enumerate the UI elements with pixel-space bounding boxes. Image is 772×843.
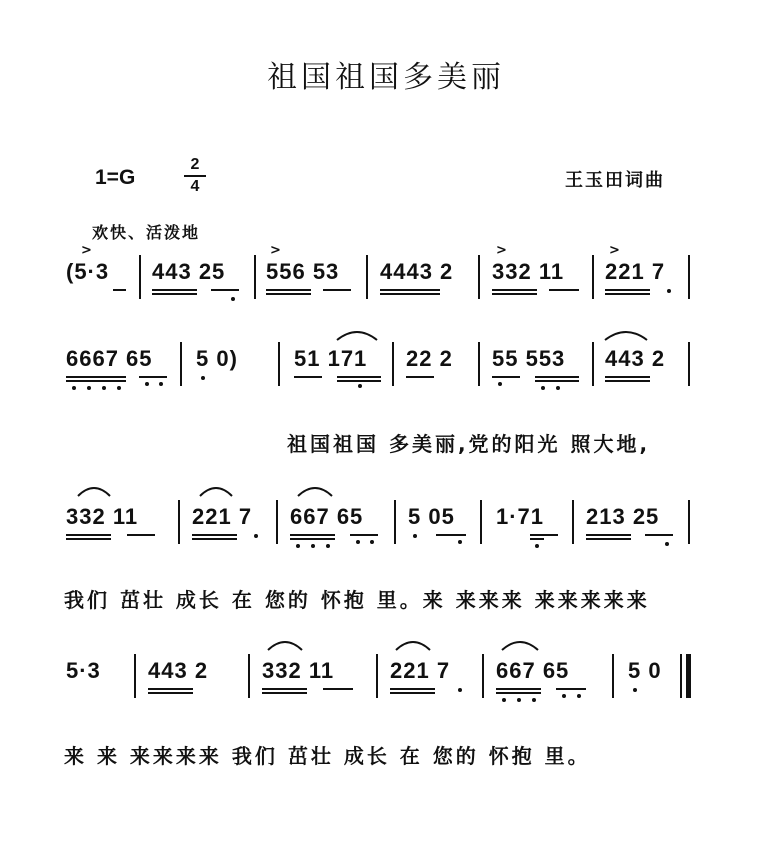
accent-mark: >: [270, 243, 281, 258]
low-octave-dot: [117, 386, 121, 390]
underline: [192, 534, 237, 536]
measure: 443 25: [152, 259, 226, 284]
low-octave-dot: [562, 694, 566, 698]
underline: [492, 289, 537, 291]
barline: [688, 500, 690, 544]
underline: [294, 376, 322, 378]
underline: [605, 289, 650, 291]
low-octave-dot: [326, 544, 330, 548]
low-octave-dot: [535, 544, 539, 548]
measure: 332 11: [66, 504, 139, 529]
lyric-line: 来 来 来来来来 我们 茁壮 成长 在 您的 怀抱 里。: [64, 744, 591, 768]
barline: [688, 342, 690, 386]
page-title: 祖国祖国多美丽: [267, 60, 505, 95]
underline: [323, 289, 351, 291]
underline: [556, 688, 586, 690]
underline: [492, 293, 537, 295]
measure: 4443 2: [380, 259, 454, 284]
underline: [350, 534, 378, 536]
barline: [248, 654, 250, 698]
underline: [406, 376, 434, 378]
low-octave-dot: [502, 698, 506, 702]
measure: 22 2: [406, 346, 453, 371]
underline: [436, 534, 466, 536]
measure: 51 171: [294, 346, 368, 371]
barline: [478, 342, 480, 386]
barline: [139, 255, 141, 299]
measure: 1·71: [496, 504, 545, 529]
low-octave-dot: [145, 382, 149, 386]
staff-row-2: [0, 342, 772, 386]
slur-mark: [500, 638, 540, 652]
underline: [290, 538, 335, 540]
low-octave-dot: [87, 386, 91, 390]
low-octave-dot: [556, 386, 560, 390]
measure: 221 7: [192, 504, 253, 529]
lyric-line: 我们 茁壮 成长 在 您的 怀抱 里。来 来来来 来来来来来: [64, 588, 650, 612]
low-octave-dot: [159, 382, 163, 386]
low-octave-dot: [102, 386, 106, 390]
slur-mark: [266, 638, 304, 652]
low-octave-dot: [356, 540, 360, 544]
measure: 221 7: [605, 259, 666, 284]
slur-mark: [296, 484, 334, 498]
low-octave-dot: [296, 544, 300, 548]
measure: 332 11: [262, 658, 335, 683]
accent-mark: >: [496, 243, 507, 258]
low-octave-dot: [254, 534, 258, 538]
underline: [66, 538, 111, 540]
underline: [148, 688, 193, 690]
underline: [530, 534, 558, 536]
barline: [180, 342, 182, 386]
barline: [278, 342, 280, 386]
underline: [192, 538, 237, 540]
low-octave-dot: [201, 376, 205, 380]
barline: [366, 255, 368, 299]
underline: [66, 380, 126, 382]
underline: [139, 376, 167, 378]
underline: [530, 538, 544, 540]
low-octave-dot: [458, 540, 462, 544]
barline: [178, 500, 180, 544]
measure: 5·3: [66, 658, 101, 683]
underline: [535, 376, 579, 378]
underline: [492, 376, 520, 378]
underline: [262, 692, 307, 694]
slur-mark: [76, 484, 112, 498]
measure: (5·3: [66, 259, 110, 284]
underline: [380, 293, 440, 295]
measure: 667 65: [290, 504, 364, 529]
underline: [586, 538, 631, 540]
meter-divider: [184, 175, 206, 177]
barline: [376, 654, 378, 698]
measure: 5 05: [408, 504, 455, 529]
low-octave-dot: [541, 386, 545, 390]
measure: 667 65: [496, 658, 570, 683]
underline: [496, 688, 541, 690]
staff-row-3: [0, 500, 772, 544]
measure: 332 11: [492, 259, 565, 284]
barline: [392, 342, 394, 386]
measure: 6667 65: [66, 346, 153, 371]
slur-mark: [335, 328, 379, 342]
final-barline-thick: [686, 654, 691, 698]
staff-row-4: [0, 654, 772, 698]
slur-mark: [394, 638, 432, 652]
barline: [572, 500, 574, 544]
tempo-marking: 欢快、活泼地: [92, 223, 201, 242]
underline: [390, 688, 435, 690]
low-octave-dot: [517, 698, 521, 702]
measure: 55 553: [492, 346, 566, 371]
meter-top: 2: [190, 156, 200, 173]
measure: 221 7: [390, 658, 451, 683]
underline: [549, 289, 579, 291]
slur-mark: [603, 328, 649, 342]
barline: [480, 500, 482, 544]
barline: [688, 255, 690, 299]
barline: [478, 255, 480, 299]
low-octave-dot: [458, 688, 462, 692]
underline: [152, 289, 197, 291]
low-octave-dot: [413, 534, 417, 538]
underline: [337, 380, 381, 382]
barline: [254, 255, 256, 299]
low-octave-dot: [577, 694, 581, 698]
underline: [211, 289, 239, 291]
final-barline-thin: [680, 654, 682, 698]
low-octave-dot: [532, 698, 536, 702]
underline: [266, 293, 311, 295]
measure: 5 0: [628, 658, 662, 683]
underline: [605, 380, 650, 382]
meter-bottom: 4: [190, 178, 200, 195]
barline: [482, 654, 484, 698]
underline: [152, 293, 197, 295]
underline: [323, 688, 353, 690]
staff-row-1: [0, 243, 772, 299]
low-octave-dot: [231, 297, 235, 301]
measure: 443 2: [148, 658, 209, 683]
underline: [496, 692, 541, 694]
measure: 213 25: [586, 504, 660, 529]
slur-mark: [198, 484, 234, 498]
low-octave-dot: [498, 382, 502, 386]
measure: 5 0): [196, 346, 238, 371]
underline: [380, 289, 440, 291]
low-octave-dot: [665, 542, 669, 546]
underline: [266, 289, 311, 291]
low-octave-dot: [370, 540, 374, 544]
underline: [390, 692, 435, 694]
key-signature: 1=G: [95, 166, 136, 189]
underline: [337, 376, 381, 378]
underline: [113, 289, 126, 291]
underline: [535, 380, 579, 382]
underline: [66, 534, 111, 536]
accent-mark: >: [81, 243, 92, 258]
lyric-line: 祖国祖国 多美丽,党的阳光 照大地,: [287, 432, 651, 456]
accent-mark: >: [609, 243, 620, 258]
underline: [148, 692, 193, 694]
measure: 556 53: [266, 259, 340, 284]
barline: [592, 255, 594, 299]
composer-credit: 王玉田词曲: [565, 170, 665, 191]
underline: [605, 376, 650, 378]
low-octave-dot: [633, 688, 637, 692]
underline: [645, 534, 673, 536]
underline: [605, 293, 650, 295]
low-octave-dot: [667, 289, 671, 293]
barline: [134, 654, 136, 698]
underline: [290, 534, 335, 536]
barline: [592, 342, 594, 386]
time-signature: [184, 156, 206, 196]
barline: [394, 500, 396, 544]
low-octave-dot: [311, 544, 315, 548]
underline: [262, 688, 307, 690]
low-octave-dot: [72, 386, 76, 390]
underline: [66, 376, 126, 378]
barline: [612, 654, 614, 698]
underline: [127, 534, 155, 536]
low-octave-dot: [358, 384, 362, 388]
barline: [276, 500, 278, 544]
measure: 443 2: [605, 346, 666, 371]
underline: [586, 534, 631, 536]
